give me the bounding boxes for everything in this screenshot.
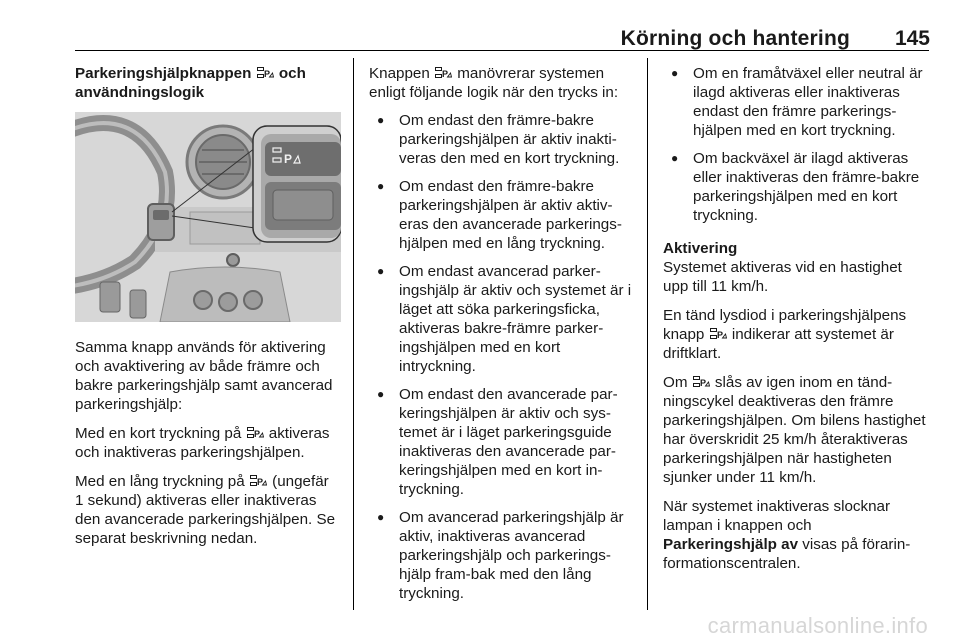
header-divider xyxy=(75,50,929,51)
section-heading-button-logic: Parkeringshjälpknappen och användningslogik xyxy=(75,65,306,101)
paragraph-deactivation: När systemet inaktiveras slocknar lampan i knappen och Parkeringshjälp av visas på förarinformationscentralen. xyxy=(663,498,911,572)
list-item: ● Om endast den främre-bakre parkeringshjälpen är aktiv aktiveras den avancerade parkeringshjälpen med en lång tryckning. xyxy=(369,177,635,253)
gear-logic-list xyxy=(663,64,929,225)
parking-assist-icon xyxy=(250,475,267,487)
paragraph-reactivation: Om slås av igen inom en tändningscykel deaktiveras den främre parkeringshjälpen. Om bilens hastighet har överskridit 25 km/h återaktiveras parkeringshjälpen när hastigheten sjunker under 11 km/h. xyxy=(663,374,926,486)
dashboard-illustration xyxy=(75,112,341,322)
watermark: carmanualsonline.info xyxy=(707,613,928,638)
list-item: ● Om avancerad parkeringshjälp är aktiv, inaktiveras avancerad parkeringshjälp och parkeringshjälp fram-bak med den lång tryckning. xyxy=(369,508,635,603)
page-number: 145 xyxy=(894,27,930,50)
column-right xyxy=(663,64,929,583)
logic-list xyxy=(369,111,635,603)
svg-text:P: P xyxy=(284,152,293,166)
list-item: ● Om endast den avancerade parkeringshjälpen är aktiv och systemet är i läget parkeringsguide inaktiveras den avancerade parkeringshjälpen med en kort intryckning. xyxy=(369,385,635,499)
column-middle xyxy=(369,64,635,612)
paragraph-led-indicator: En tänd lysdiod i parkeringshjälpens knapp indikerar att systemet är driftklart. xyxy=(663,307,907,362)
list-item: ● Om endast den främre-bakre parkeringshjälpen är aktiv inaktiveras den med en kort tryckning. xyxy=(369,111,635,168)
list-item: ● Om endast avancerad parkeringshjälp är aktiv och systemet är i läget att söka parkeringsficka, aktiveras bakre-främre parkeringshjälpen med en kort intryckning. xyxy=(369,262,635,376)
column-divider-2 xyxy=(647,58,648,610)
parking-assist-icon xyxy=(693,376,710,388)
parking-assist-icon xyxy=(435,67,452,79)
paragraph-logic-intro: Knappen manövrerar systemen enligt följande logik när den trycks in: xyxy=(369,65,619,101)
list-item: ● Om en framåtväxel eller neutral är ilagd aktiveras eller inaktiveras endast den främre parkeringshjälpen med en kort tryckning. xyxy=(663,64,929,140)
column-divider-1 xyxy=(353,58,354,610)
parking-assist-icon xyxy=(247,427,264,439)
paragraph-activation-speed: Systemet aktiveras vid en hastighet upp till 11 km/h. xyxy=(663,259,902,295)
section-heading-activation: Aktivering xyxy=(663,240,738,257)
parking-assist-icon xyxy=(257,67,274,79)
display-message: Parkeringshjälp av xyxy=(663,536,799,553)
column-left xyxy=(75,64,341,558)
chapter-title: Körning och hantering xyxy=(620,27,850,50)
paragraph-short-press: Med en kort tryckning på aktiveras och inaktiveras parkeringshjälpen. xyxy=(75,425,330,461)
list-item: ● Om backväxel är ilagd aktiveras eller inaktiveras den främre-bakre parkeringshjälpen med en kort tryckning. xyxy=(663,149,929,225)
paragraph-same-button: Samma knapp används för aktivering och avaktivering av både främre och bakre parkeringshjälp samt avancerad parkeringshjälp: xyxy=(75,339,333,413)
paragraph-long-press: Med en lång tryckning på (ungefär 1 sekund) aktiveras eller inaktiveras den avancerade parkeringshjälpen. Se separat beskrivning nedan. xyxy=(75,473,336,547)
parking-assist-icon xyxy=(710,328,727,340)
